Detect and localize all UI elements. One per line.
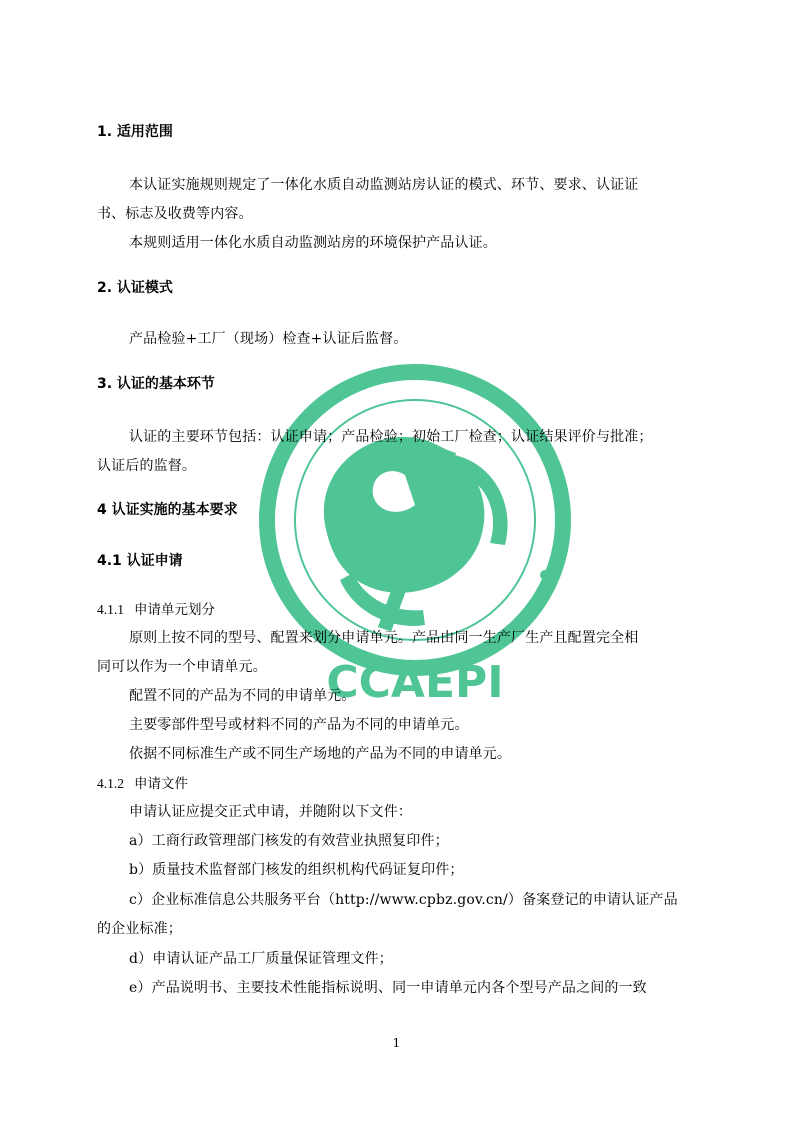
section-3-heading: 3. 认证的基本环节 (97, 376, 215, 392)
paragraph: 依据不同标准生产或不同生产场地的产品为不同的申请单元。 (129, 746, 512, 762)
list-item: a）工商行政管理部门核发的有效营业执照复印件； (129, 833, 449, 849)
paragraph: 原则上按不同的型号、配置来划分申请单元。产品由同一生产厂生产且配置完全相 (129, 630, 639, 646)
list-item: c）企业标准信息公共服务平台（http://www.cpbz.gov.cn/）备案登记的申请认证产品 (129, 892, 678, 908)
paragraph: 主要零部件型号或材料不同的产品为不同的申请单元。 (129, 717, 469, 733)
section-number: 4.1.1 (97, 602, 124, 617)
list-item: e）产品说明书、主要技术性能指标说明、同一申请单元内各个型号产品之间的一致 (129, 980, 647, 996)
section-4-1-1-heading (97, 598, 215, 618)
section-title: 申请单元划分 (134, 602, 215, 618)
list-item: d）申请认证产品工厂质量保证管理文件； (129, 951, 393, 967)
section-title: 申请文件 (134, 776, 188, 792)
section-2-heading: 2. 认证模式 (97, 280, 173, 296)
paragraph: 配置不同的产品为不同的申请单元。 (129, 688, 356, 704)
list-item-continuation: 的企业标准； (97, 921, 182, 937)
ccaepi-seal-watermark (255, 345, 575, 725)
section-4-1-heading: 4.1 认证申请 (97, 553, 183, 569)
section-1-heading: 1. 适用范围 (97, 124, 173, 140)
section-4-1-2-heading (97, 772, 188, 792)
watermark-text: CCAEPI (326, 657, 504, 708)
paragraph: 本认证实施规则规定了一体化水质自动监测站房认证的模式、环节、要求、认证证 (129, 177, 639, 193)
paragraph: 书、标志及收费等内容。 (97, 206, 253, 222)
page-number: 1 (392, 1036, 401, 1050)
list-item: b）质量技术监督部门核发的组织机构代码证复印件； (129, 862, 464, 878)
paragraph: 本规则适用一体化水质自动监测站房的环境保护产品认证。 (129, 235, 497, 251)
section-number: 4.1.2 (97, 776, 124, 791)
paragraph: 产品检验+工厂（现场）检查+认证后监督。 (129, 331, 408, 347)
paragraph: 认证的主要环节包括：认证申请；产品检验；初始工厂检查；认证结果评价与批准； (129, 429, 653, 445)
section-4-heading: 4 认证实施的基本要求 (97, 502, 238, 518)
paragraph: 同可以作为一个申请单元。 (97, 659, 267, 675)
paragraph: 认证后的监督。 (97, 458, 197, 474)
paragraph: 申请认证应提交正式申请，并随附以下文件： (129, 804, 412, 820)
